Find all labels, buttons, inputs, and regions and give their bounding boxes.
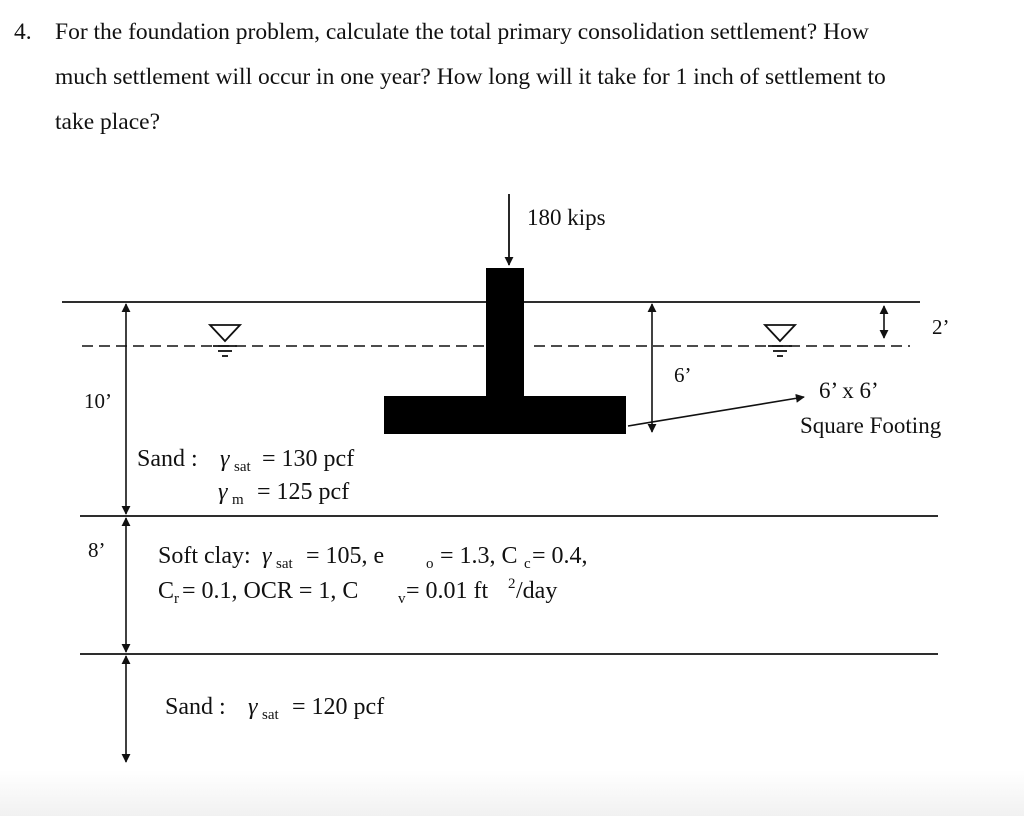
svg-text:γ: γ	[262, 543, 272, 569]
svg-text:sat: sat	[234, 459, 251, 475]
water-table-icon	[210, 325, 240, 356]
footing-depth-label: 6’	[674, 363, 692, 387]
svg-text:sat: sat	[262, 707, 279, 723]
clay-layer-properties	[158, 543, 588, 607]
bottom-edge-shade	[0, 770, 1024, 816]
svg-text:/day: /day	[516, 578, 558, 604]
footing-column	[486, 268, 524, 398]
water-table-depth-label: 2’	[932, 315, 950, 339]
svg-text:Soft clay:: Soft clay:	[158, 543, 251, 569]
load-label: 180 kips	[527, 205, 606, 230]
svg-text:γ: γ	[220, 446, 230, 472]
svg-text:= 125 pcf: = 125 pcf	[257, 479, 350, 505]
question-number: 4.	[14, 19, 32, 45]
sand-thickness-label: 10’	[84, 389, 112, 413]
sand-layer-properties	[137, 446, 354, 508]
footing-callout-arrow	[628, 397, 804, 426]
svg-text:= 1.3, C: = 1.3, C	[440, 543, 518, 569]
svg-text:sat: sat	[276, 556, 293, 572]
svg-text:Sand :: Sand :	[165, 694, 226, 720]
svg-text:v: v	[398, 591, 406, 607]
svg-text:γ: γ	[248, 694, 258, 720]
footing-type-label: Square Footing	[800, 413, 942, 438]
svg-text:γ: γ	[218, 479, 228, 505]
svg-text:= 0.1, OCR = 1, C: = 0.1, OCR = 1, C	[182, 578, 359, 604]
footing-size-label: 6’ x 6’	[819, 378, 879, 403]
svg-text:o: o	[426, 556, 434, 572]
svg-text:= 130 pcf: = 130 pcf	[262, 446, 355, 472]
svg-text:= 0.01 ft: = 0.01 ft	[406, 578, 489, 604]
svg-text:= 105, e: = 105, e	[306, 543, 385, 569]
footing-base	[384, 396, 626, 434]
svg-text:m: m	[232, 492, 244, 508]
question-line-3: take place?	[55, 109, 161, 135]
question-line-2: much settlement will occur in one year? How long will it take for 1 inch of settlement to	[55, 64, 886, 90]
water-table-icon	[765, 325, 795, 356]
svg-text:r: r	[174, 591, 179, 607]
svg-text:= 0.4,: = 0.4,	[532, 543, 588, 569]
svg-text:c: c	[524, 556, 531, 572]
question-line-1: For the foundation problem, calculate the total primary consolidation settlement? How	[55, 19, 869, 45]
clay-thickness-label: 8’	[88, 538, 106, 562]
lower-sand-properties	[165, 694, 384, 723]
svg-text:Sand :: Sand :	[137, 446, 198, 472]
svg-text:2: 2	[508, 576, 516, 592]
svg-text:= 120 pcf: = 120 pcf	[292, 694, 385, 720]
svg-text:C: C	[158, 578, 175, 604]
